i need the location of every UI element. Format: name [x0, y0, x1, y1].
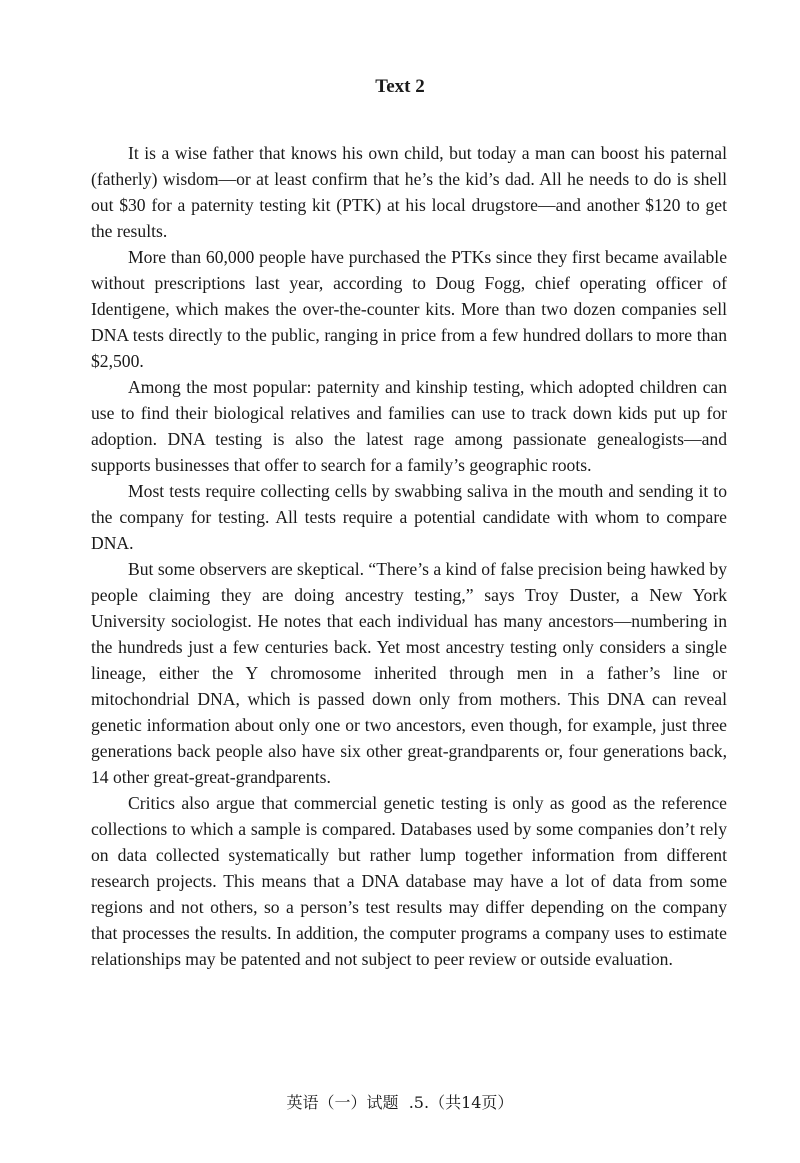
- page-footer: 英语（一）试题 .5.（共14页）: [286, 1093, 514, 1112]
- paragraph-1: It is a wise father that knows his own child, but today a man can boost his paternal (fatherly) wisdom—or at least confirm that he’s the kid’s dad. All he needs to do is shell out $30 for a paternity testing kit (PTK) at his local drugstore—and another $120 to get the results.: [91, 143, 727, 241]
- paragraph-2: More than 60,000 people have purchased the PTKs since they first became available without prescriptions last year, according to Doug Fogg, chief operating officer of Identigene, which makes the over-the-counter kits. More than two dozen companies sell DNA tests directly to the public, ranging in price from a few hundred dollars to more than $2,500.: [91, 247, 727, 371]
- paragraph-6: Critics also argue that commercial genetic testing is only as good as the reference collections to which a sample is compared. Databases used by some companies don’t rely on data collected systematically but rather lump together information from different research projects. This means that a DNA database may have a lot of data from some regions and not others, so a person’s test results may differ depending on the company that processes the results. In addition, the computer programs a company uses to estimate relationships may be patented and not subject to peer review or outside evaluation.: [91, 793, 727, 969]
- paragraph-5: But some observers are skeptical. “There’s a kind of false precision being hawked by people claiming they are doing ancestry testing,” says Troy Duster, a New York University sociologist. He notes that each individual has many ancestors—numbering in the hundreds just a few centuries back. Yet most ancestry testing only considers a single lineage, either the Y chromosome inherited through men in a father’s line or mitochondrial DNA, which is passed down only from mothers. This DNA can reveal genetic information about only one or two ancestors, even though, for example, just three generations back people also have six other great-grandparents or, four generations back, 14 other great-great-grandparents.: [91, 559, 727, 787]
- paragraph-4: Most tests require collecting cells by swabbing saliva in the mouth and sending it to the company for testing. All tests require a potential candidate with whom to compare DNA.: [91, 481, 727, 553]
- paragraph-3: Among the most popular: paternity and kinship testing, which adopted children can use to find their biological relatives and families can use to track down kids put up for adoption. DNA testing is also the latest rage among passionate genealogists—and supports businesses that offer to search for a family’s geographic roots.: [91, 377, 727, 475]
- page-title: Text 2: [375, 76, 425, 97]
- article-body: [91, 140, 727, 972]
